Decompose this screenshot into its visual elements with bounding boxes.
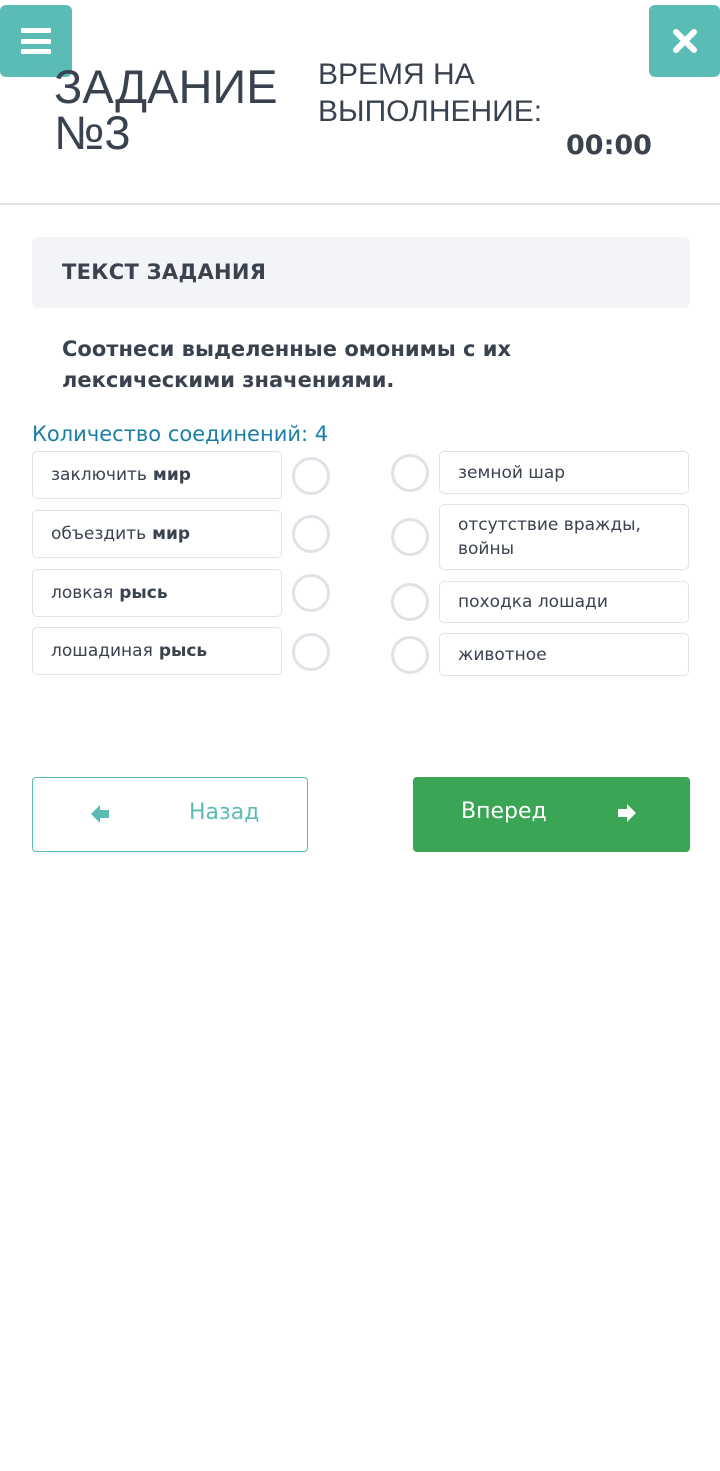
timer-value: 00:00 <box>566 130 652 161</box>
right-item[interactable] <box>439 451 689 494</box>
left-connector-dot[interactable] <box>292 457 330 495</box>
header <box>0 0 720 205</box>
back-button[interactable] <box>32 777 308 852</box>
left-item[interactable] <box>32 451 282 499</box>
close-button[interactable] <box>649 5 720 77</box>
left-item-homonym: рысь <box>119 583 168 603</box>
right-item-label: земной шар <box>458 462 566 483</box>
task-section-title: ТЕКСТ ЗАДАНИЯ <box>62 260 267 284</box>
left-item[interactable] <box>32 627 282 675</box>
left-item-prefix: объездить <box>51 524 147 544</box>
task-title: ЗАДАНИЕ №3 <box>54 60 278 159</box>
right-item[interactable] <box>439 633 689 676</box>
right-item-label: походка лошади <box>458 592 608 612</box>
hamburger-icon <box>21 28 51 54</box>
next-button[interactable] <box>413 777 690 852</box>
left-item-homonym: мир <box>152 524 191 544</box>
right-connector-dot[interactable] <box>391 518 429 556</box>
left-item[interactable] <box>32 510 282 558</box>
arrow-right-icon <box>615 801 639 825</box>
connections-count: Количество соединений: 4 <box>32 422 329 446</box>
right-connector-dot[interactable] <box>391 583 429 621</box>
right-item-label: животное <box>458 644 547 665</box>
question-text: Соотнеси выделенные омонимы с их лексическими значениями. <box>62 337 512 392</box>
right-item[interactable] <box>439 504 689 570</box>
task-text-panel <box>32 237 690 308</box>
left-connector-dot[interactable] <box>292 515 330 553</box>
close-icon <box>672 28 698 54</box>
left-item[interactable] <box>32 569 282 617</box>
left-connector-dot[interactable] <box>292 633 330 671</box>
right-connector-dot[interactable] <box>391 636 429 674</box>
next-button-label: Вперед <box>461 799 547 824</box>
right-item-label: отсутствие вражды, войны <box>458 515 641 559</box>
left-item-prefix: ловкая <box>51 583 114 603</box>
left-connector-dot[interactable] <box>292 574 330 612</box>
left-item-homonym: рысь <box>158 641 208 661</box>
left-item-prefix: лошадиная <box>51 641 153 661</box>
left-item-prefix: заключить <box>51 465 147 485</box>
left-item-homonym: мир <box>152 465 191 485</box>
arrow-left-icon <box>88 802 112 826</box>
time-label: ВРЕМЯ НА ВЫПОЛНЕНИЕ: <box>318 58 543 128</box>
right-item[interactable] <box>439 581 689 623</box>
right-connector-dot[interactable] <box>391 454 429 492</box>
back-button-label: Назад <box>189 800 260 825</box>
